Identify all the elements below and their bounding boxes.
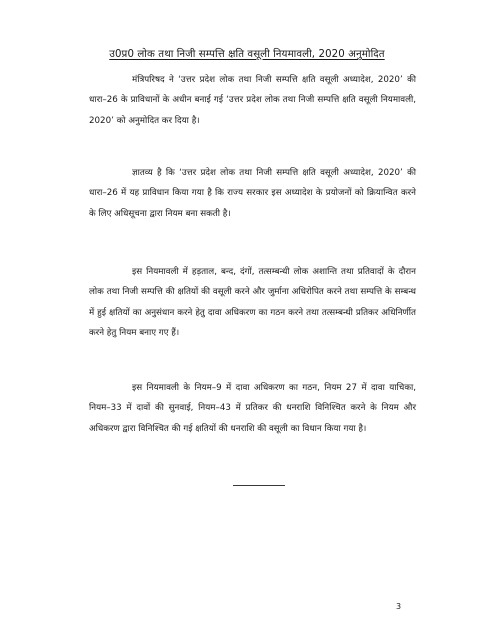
paragraph-rules-details: इस नियमावली के नियम–9 में दावा अधिकरण का गठन, नियम 27 में दावा याचिका, नियम–33 में दावों की सुनवाई, नियम–43 में प्रतिकर की धनराशि विनिश्चित करने के नियम और अधिकरण द्वारा विनिश्चित की गई क्षतियों की धनराशि की वसूली का विधान किया गया है। [89, 383, 416, 434]
paragraph-cabinet-approval: मंत्रिपरिषद ने ‘उत्तर प्रदेश लोक तथा निजी सम्पत्ति क्षति वसूली अध्यादेश, 2020’ की धारा–26 के प्राविधानों के अधीन बनाई गई ‘उत्तर प्रदेश लोक तथा निजी सम्पत्ति क्षति वसूली नियमावली, 2020’ को अनुमोदित कर दिया है। [89, 75, 416, 126]
document-title-text: उ0प्र0 लोक तथा निजी सम्पत्ति क्षति वसूली नियमावली, 2020 अनुमोदित [109, 49, 385, 60]
end-divider [233, 485, 285, 486]
document-title [0, 46, 494, 60]
paragraph-rules-scope: इस नियमावली में हड़ताल, बन्द, दंगों, तत्सम्बन्धी लोक अशान्ति तथा प्रतिवादों के दौरान लोक तथा निजी सम्पत्ति की क्षतियों की वसूली करने और जुर्माना अधिरोपित करने तथा सम्पत्ति के सम्बन्ध में हुई क्षतियों का अनुसंधान करने हेतु दावा अधिकरण का गठन करने तथा तत्सम्बन्धी प्रतिकर अधिनिर्णीत करने हेतु नियम बनाए गए हैं। [89, 267, 416, 338]
page-number: 3 [396, 602, 402, 611]
paragraph-ordinance-provision: ज्ञातव्य है कि ‘उत्तर प्रदेश लोक तथा निजी सम्पत्ति क्षति वसूली अध्यादेश, 2020’ की धारा–26 में यह प्राविधान किया गया है कि राज्य सरकार इस अध्यादेश के प्रयोजनों को क्रियान्वित करने के लिए अधिसूचना द्वारा नियम बना सकती है। [89, 168, 416, 219]
